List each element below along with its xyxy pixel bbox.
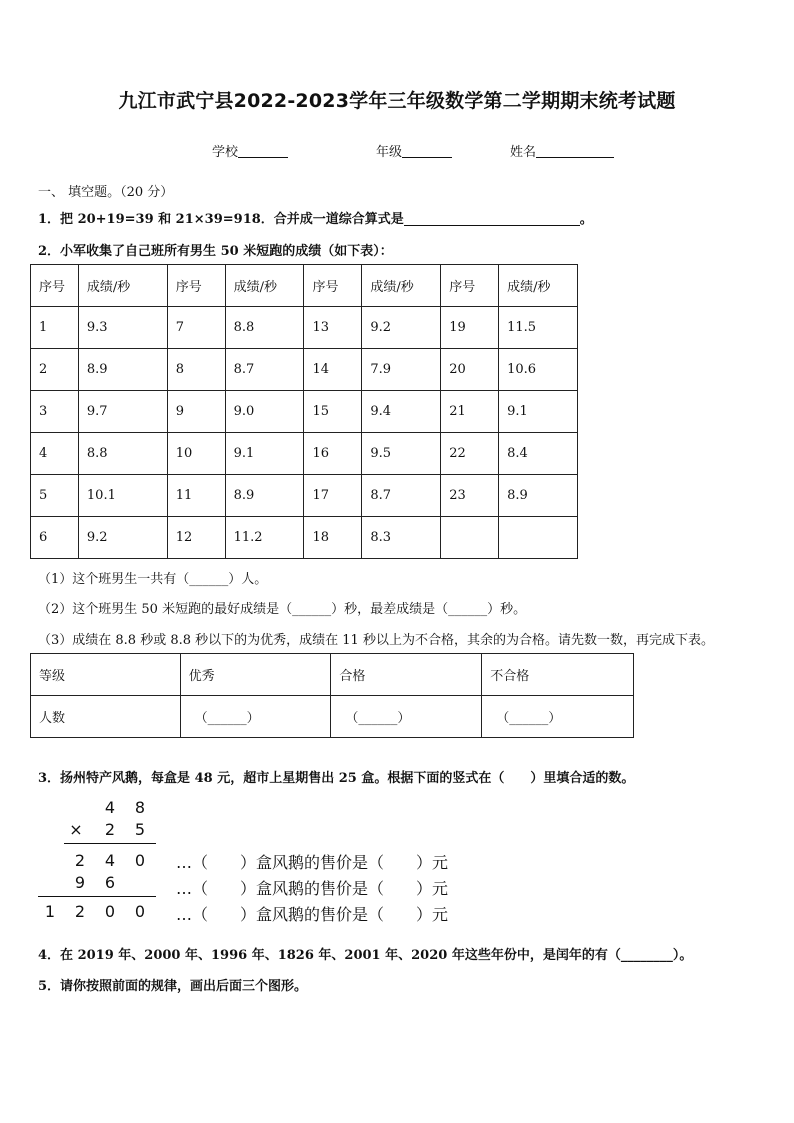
grade-label: 年级 [376,145,403,160]
score-cell: 4 [31,433,79,475]
grade-field [376,141,452,160]
score-cell: 11.5 [499,307,578,349]
calc-digit: 2 [74,902,86,921]
level-answer-blank[interactable]: （______） [180,696,331,738]
calc-digit: 2 [104,820,116,839]
score-cell: 9.1 [499,391,578,433]
calc-annotation: …（ ）盒风鹅的售价是（ ）元 [176,905,449,924]
score-cell: 22 [441,433,499,475]
score-cell: 23 [441,475,499,517]
calc-digit: 0 [104,902,116,921]
score-cell: 3 [31,391,79,433]
level-answer-blank[interactable]: （______） [331,696,482,738]
level-header-cell: 优秀 [180,654,331,696]
score-cell: 14 [304,349,362,391]
level-table-count-row [31,696,634,738]
score-cell: 9.7 [78,391,167,433]
score-cell: 5 [31,475,79,517]
score-cell: 8.9 [499,475,578,517]
calc-digit: 0 [134,902,146,921]
section-heading: 一、 填空题。（20 分） [38,185,174,200]
score-cell [441,517,499,559]
calc-digit: 6 [104,873,116,892]
score-cell [499,517,578,559]
score-cell: 8.9 [78,349,167,391]
calc-annotation: …（ ）盒风鹅的售价是（ ）元 [176,879,449,898]
score-cell: 10.6 [499,349,578,391]
score-cell: 8.4 [499,433,578,475]
score-header-cell: 序号 [304,265,362,307]
score-cell: 8.8 [225,307,304,349]
score-table [30,264,578,559]
score-table-row [31,307,578,349]
score-cell: 13 [304,307,362,349]
question-1-text: 1．把 20+19=39 和 21×39=918．合并成一道综合算式是 [38,212,404,227]
name-label: 姓名 [510,145,537,160]
score-cell: 11.2 [225,517,304,559]
question-2-sub-3: （3）成绩在 8.8 秒或 8.8 秒以下的为优秀，成绩在 11 秒以上为不合格，其余的为合格。请先数一数，再完成下表。 [38,633,714,648]
score-cell: 9.0 [225,391,304,433]
score-header-cell: 成绩/秒 [78,265,167,307]
level-table [30,653,634,738]
level-header-cell: 等级 [31,654,181,696]
score-table-row [31,391,578,433]
question-2-sub-1: （1）这个班男生一共有（______）人。 [38,572,268,587]
grade-blank[interactable] [402,143,452,158]
score-cell: 7 [167,307,225,349]
calc-digit: 5 [134,820,146,839]
score-header-cell: 序号 [31,265,79,307]
score-cell: 1 [31,307,79,349]
score-cell: 2 [31,349,79,391]
score-header-cell: 成绩/秒 [225,265,304,307]
score-cell: 8.9 [225,475,304,517]
multiply-sign: × [69,820,83,839]
level-header-cell: 合格 [331,654,482,696]
question-1 [38,208,593,227]
school-blank[interactable] [238,143,288,158]
calc-digit: 2 [74,851,86,870]
score-cell: 10 [167,433,225,475]
score-cell: 18 [304,517,362,559]
score-cell: 9.2 [362,307,441,349]
score-cell: 8.3 [362,517,441,559]
calc-rule-line [64,843,156,844]
score-cell: 12 [167,517,225,559]
calc-digit: 0 [134,851,146,870]
calc-digit: 8 [134,798,146,817]
school-field [212,141,288,160]
school-label: 学校 [212,145,239,160]
question-1-tail: 。 [579,212,593,227]
question-1-answer-blank[interactable] [404,211,580,226]
score-header-cell: 成绩/秒 [362,265,441,307]
calc-digit: 9 [74,873,86,892]
score-cell: 9.5 [362,433,441,475]
score-cell: 9.3 [78,307,167,349]
score-cell: 11 [167,475,225,517]
score-table-header-row [31,265,578,307]
calc-digit: 4 [104,851,116,870]
score-cell: 10.1 [78,475,167,517]
score-header-cell: 序号 [167,265,225,307]
score-cell: 6 [31,517,79,559]
score-cell: 9.1 [225,433,304,475]
name-field [510,141,614,160]
question-5: 5．请你按照前面的规律，画出后面三个图形。 [38,979,308,994]
level-table-header-row [31,654,634,696]
level-answer-blank[interactable]: （______） [482,696,634,738]
name-blank[interactable] [536,143,614,158]
calc-digit: 1 [44,902,56,921]
calc-digit: 4 [104,798,116,817]
score-table-row [31,517,578,559]
score-cell: 21 [441,391,499,433]
score-table-row [31,475,578,517]
score-cell: 8 [167,349,225,391]
score-cell: 17 [304,475,362,517]
score-cell: 9.2 [78,517,167,559]
score-cell: 8.7 [362,475,441,517]
question-2-sub-2: （2）这个班男生 50 米短跑的最好成绩是（______）秒，最差成绩是（______）秒。 [38,602,527,617]
score-cell: 15 [304,391,362,433]
question-3: 3．扬州特产风鹅，每盒是 48 元，超市上星期售出 25 盒。根据下面的竖式在（ ）里填合适的数。 [38,771,635,786]
score-table-row [31,349,578,391]
page-title: 九江市武宁县2022-2023学年三年级数学第二学期期末统考试题 [118,90,676,112]
score-header-cell: 序号 [441,265,499,307]
score-cell: 9.4 [362,391,441,433]
question-4: 4．在 2019 年、2000 年、1996 年、1826 年、2001 年、2020 年这些年份中，是闰年的有（________）。 [38,948,693,963]
score-cell: 20 [441,349,499,391]
score-cell: 8.8 [78,433,167,475]
score-cell: 8.7 [225,349,304,391]
calc-rule-line [38,896,156,897]
score-cell: 7.9 [362,349,441,391]
calc-annotation: …（ ）盒风鹅的售价是（ ）元 [176,853,449,872]
score-cell: 16 [304,433,362,475]
score-cell: 19 [441,307,499,349]
question-2: 2．小军收集了自己班所有男生 50 米短跑的成绩（如下表）： [38,244,393,259]
score-header-cell: 成绩/秒 [499,265,578,307]
score-table-row [31,433,578,475]
level-header-cell: 不合格 [482,654,634,696]
level-row-label: 人数 [31,696,181,738]
score-cell: 9 [167,391,225,433]
